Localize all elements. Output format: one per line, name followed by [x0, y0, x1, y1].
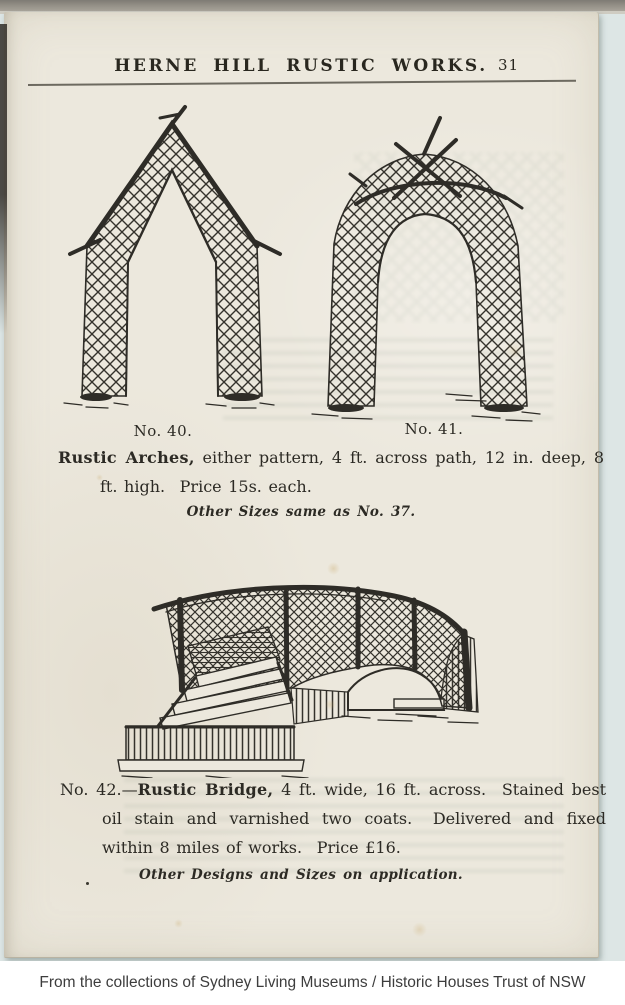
arches-description: [58, 444, 604, 501]
bridge-description: [60, 775, 606, 862]
arches-description-rest: either pattern, 4 ft. across path, 12 in. deep, 8 ft. high. Price 15s. each.: [100, 448, 604, 496]
page-title: HERNE HILL RUSTIC WORKS.: [114, 56, 488, 76]
header-rule: [28, 80, 576, 86]
arch-right-label: No. 41.: [404, 420, 464, 438]
paper-stain: [412, 922, 427, 937]
arch-no-40-illustration: [56, 94, 296, 426]
paper-stain: [327, 562, 340, 575]
bridge-description-prefix: No. 42.—: [60, 780, 138, 799]
book-edge-strip: [0, 0, 625, 11]
bridge-description-rest: 4 ft. wide, 16 ft. across. Stained best oil stain and varnished two coats. Delivered and fixed within 8 miles of works. Price £16.: [102, 780, 606, 857]
paper-stain: [174, 919, 183, 928]
arch-no-41-illustration: [306, 94, 546, 426]
attribution-text: From the collections of Sydney Living Museums / Historic Houses Trust of NSW: [39, 974, 586, 991]
attribution-bar: [0, 961, 625, 1005]
binding-shadow: [0, 24, 7, 334]
page-number: 31: [498, 56, 520, 74]
paper-stain: [504, 340, 524, 360]
bridge-note: Other Designs and Sizes on application.: [139, 867, 463, 883]
arches-description-lead: Rustic Arches,: [58, 448, 195, 467]
bridge-no-42-illustration: [96, 540, 528, 778]
catalog-page: [4, 12, 606, 958]
bridge-description-lead: Rustic Bridge,: [137, 780, 274, 799]
paper-stain: [325, 699, 336, 710]
arches-note: Other Sizes same as No. 37.: [186, 504, 416, 520]
ink-speck: [86, 882, 89, 885]
arch-left-label: No. 40.: [133, 422, 193, 440]
paper-stain: [96, 474, 103, 481]
